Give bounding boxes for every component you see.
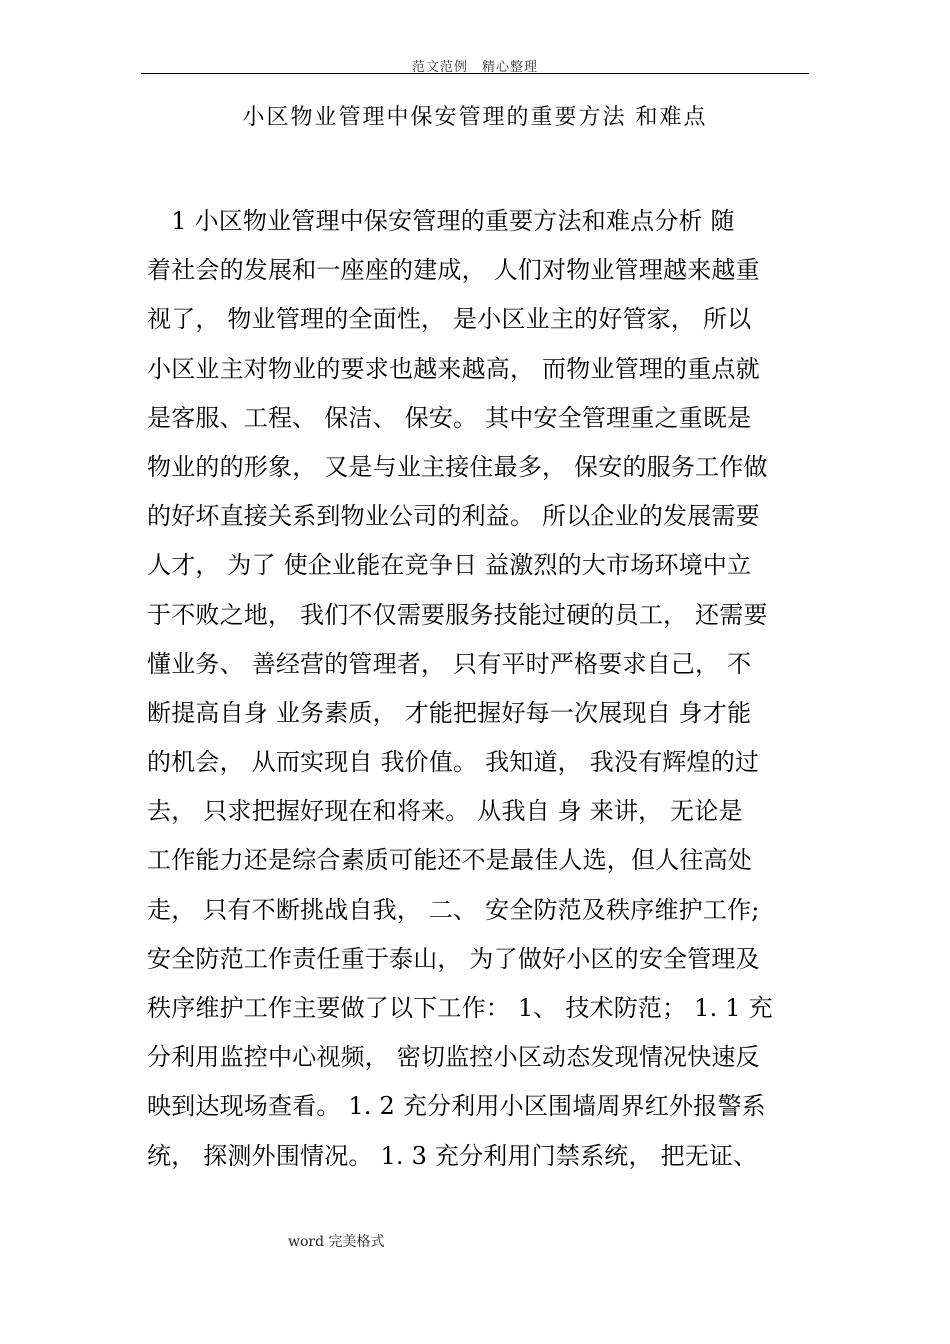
header-divider <box>141 73 809 74</box>
body-line: 懂业务、 善经营的管理者， 只有平时严格要求自己， 不 <box>147 649 752 678</box>
body-line: 物业的的形象， 又是与业主接住最多， 保安的服务工作做 <box>147 452 768 481</box>
body-line: 小区业主对物业的要求也越来越高， 而物业管理的重点就 <box>147 354 760 383</box>
body-line: 去， 只求把握好现在和将来。 从我自 身 来讲， 无论是 <box>147 797 743 826</box>
body-line: 秩序维护工作主要做了以下工作： 1、 技术防范； 1. 1 充 <box>147 994 773 1022</box>
document-title: 小区物业管理中保安管理的重要方法 和难点 <box>242 105 708 130</box>
body-line: 安全防范工作责任重于泰山， 为了做好小区的安全管理及 <box>147 944 760 973</box>
body-line: 是客服、工程、 保洁、 保安。 其中安全管理重之重既是 <box>147 403 752 432</box>
page-footer: word 完美格式 <box>288 1234 385 1250</box>
body-line: 人才， 为了 使企业能在竞争日 益激烈的大市场环境中立 <box>147 551 752 580</box>
document-body <box>147 197 812 1181</box>
body-line: 视了， 物业管理的全面性， 是小区业主的好管家， 所以 <box>147 305 752 334</box>
body-line: 于不败之地， 我们不仅需要服务技能过硬的员工， 还需要 <box>147 600 768 629</box>
body-line: 的机会， 从而实现自 我价值。 我知道， 我没有辉煌的过 <box>147 748 760 777</box>
body-line: 断提高自身 业务素质， 才能把握好每一次展现自 身才能 <box>147 698 752 727</box>
body-line: 的好坏直接关系到物业公司的利益。 所以企业的发展需要 <box>147 502 760 531</box>
body-line: 统， 探测外围情况。 1. 3 充分利用门禁系统， 把无证、 <box>147 1141 758 1170</box>
body-line: 映到达现场查看。 1. 2 充分利用小区围墙周界红外报警系 <box>147 1092 766 1121</box>
body-line: 工作能力还是综合素质可能还不是最佳人选，但人往高处 <box>147 846 752 875</box>
body-line: 着社会的发展和一座座的建成， 人们对物业管理越来越重 <box>147 256 760 285</box>
body-line: 走， 只有不断挑战自我， 二、 安全防范及秩序维护工作; <box>147 895 760 924</box>
body-line: 分利用监控中心视频， 密切监控小区动态发现情况快速反 <box>147 1043 760 1072</box>
body-line: 1 小区物业管理中保安管理的重要方法和难点分析 随 <box>147 207 735 235</box>
page-header: 范文范例 精心整理 <box>411 60 538 75</box>
